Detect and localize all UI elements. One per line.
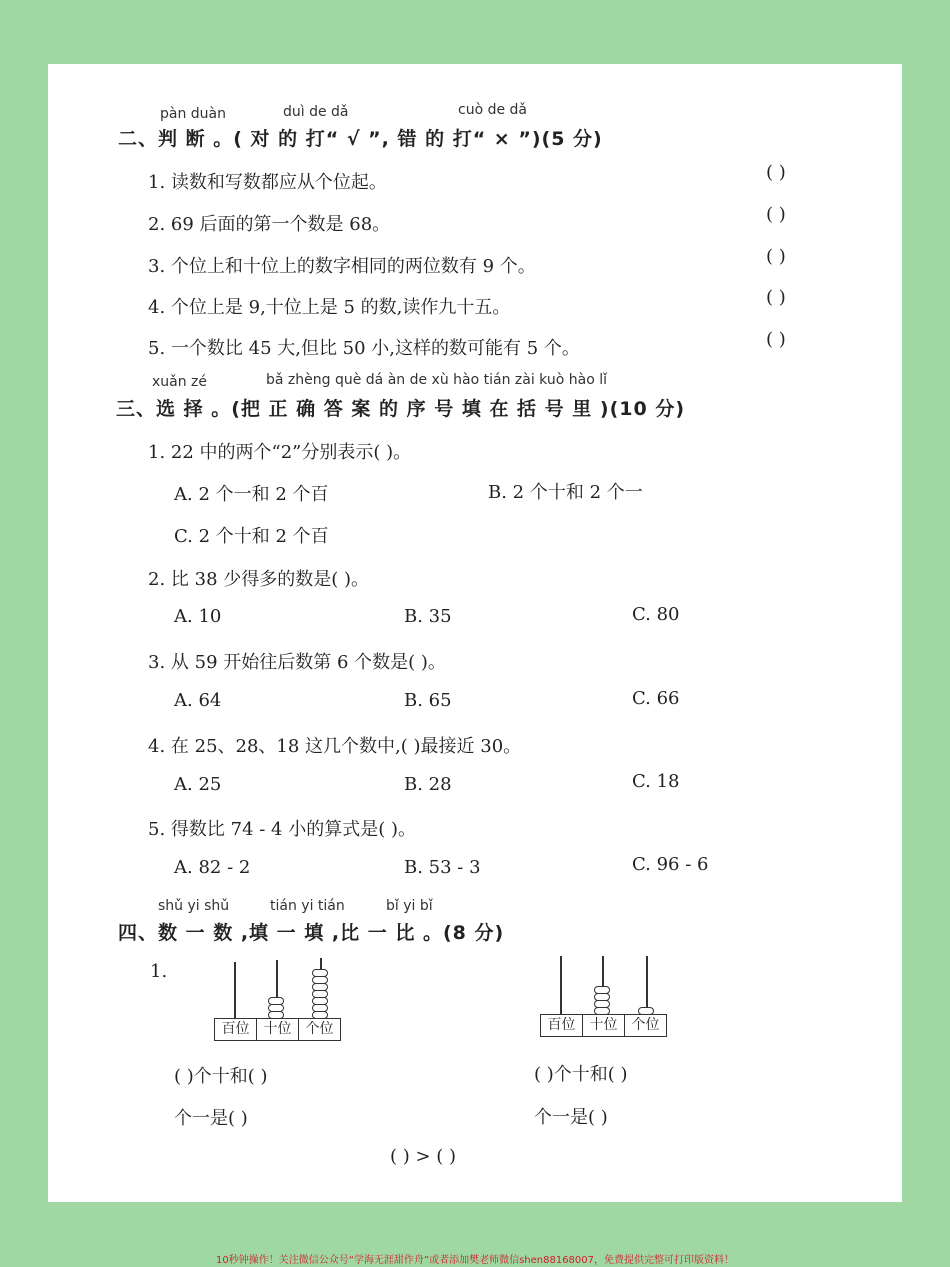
answer-paren-5[interactable]: ( ) bbox=[766, 329, 786, 350]
label-hundreds: 百位 bbox=[215, 1019, 257, 1040]
abacus-left bbox=[214, 958, 344, 1042]
rod-ones bbox=[646, 956, 648, 1014]
label-ones: 个位 bbox=[631, 1017, 660, 1033]
answer-paren-3[interactable]: ( ) bbox=[766, 246, 786, 267]
pinyin-dui-de-da: duì de dǎ bbox=[283, 104, 349, 120]
right-fill-line-1[interactable]: ( )个十和( ) bbox=[534, 1064, 628, 1085]
judge-item-1: 1. 读数和写数都应从个位起。 bbox=[148, 172, 387, 193]
answer-paren-4[interactable]: ( ) bbox=[766, 287, 786, 308]
choice-q4-b[interactable]: B. 28 bbox=[404, 774, 452, 795]
label-tens: 十位 bbox=[257, 1019, 299, 1040]
section-2-title: 二、判 断 。( 对 的 打“ √ ”, 错 的 打“ × ”)(5 分) bbox=[118, 128, 603, 150]
answer-paren-2[interactable]: ( ) bbox=[766, 204, 786, 225]
left-fill-line-1[interactable]: ( )个十和( ) bbox=[174, 1066, 268, 1087]
choice-q2-a[interactable]: A. 10 bbox=[174, 606, 222, 627]
choice-q5-b[interactable]: B. 53 - 3 bbox=[404, 857, 481, 878]
choice-q1-a[interactable]: A. 2 个一和 2 个百 bbox=[174, 484, 329, 505]
abacus-right bbox=[540, 956, 670, 1040]
right-fill-line-2[interactable]: 个一是( ) bbox=[534, 1107, 608, 1128]
choice-q3-b[interactable]: B. 65 bbox=[404, 690, 452, 711]
section-3-title: 三、选 择 。(把 正 确 答 案 的 序 号 填 在 括 号 里 )(10 分) bbox=[116, 398, 686, 420]
section-4-title: 四、数 一 数 ,填 一 填 ,比 一 比 。(8 分) bbox=[118, 922, 505, 944]
choice-q5-stem: 5. 得数比 74 - 4 小的算式是( )。 bbox=[148, 819, 416, 840]
choice-q4-a[interactable]: A. 25 bbox=[174, 774, 222, 795]
choice-q3-stem: 3. 从 59 开始往后数第 6 个数是( )。 bbox=[148, 652, 446, 673]
judge-item-3: 3. 个位上和十位上的数字相同的两位数有 9 个。 bbox=[148, 256, 536, 277]
label-tens: 十位 bbox=[583, 1015, 625, 1036]
choice-q3-c[interactable]: C. 66 bbox=[632, 688, 680, 709]
worksheet-page bbox=[48, 64, 902, 1202]
pinyin-cuo-de-da: cuò de dǎ bbox=[458, 102, 528, 118]
choice-q1-c[interactable]: C. 2 个十和 2 个百 bbox=[174, 526, 329, 547]
answer-paren-1[interactable]: ( ) bbox=[766, 162, 786, 183]
choice-q2-b[interactable]: B. 35 bbox=[404, 606, 452, 627]
left-fill-line-2[interactable]: 个一是( ) bbox=[174, 1108, 248, 1129]
pinyin-xuan-ze: xuǎn zé bbox=[152, 374, 208, 390]
compare-line[interactable]: ( ) > ( ) bbox=[390, 1146, 457, 1167]
sec4-item-number: 1. bbox=[150, 961, 168, 982]
label-ones: 个位 bbox=[305, 1021, 334, 1037]
choice-q2-c[interactable]: C. 80 bbox=[632, 604, 680, 625]
choice-q4-c[interactable]: C. 18 bbox=[632, 771, 680, 792]
pinyin-shu-yi-shu: shǔ yi shǔ bbox=[158, 898, 230, 914]
pinyin-instruction: bǎ zhèng què dá àn de xù hào tián zài kuò hào lǐ bbox=[266, 372, 607, 388]
pinyin-pan-duan: pàn duàn bbox=[160, 106, 227, 122]
promo-footer: 10秒钟操作！关注微信公众号“学海无涯甜作舟”或者添加樊老师微信shen88168007，免费提供完整可打印版资料！ bbox=[215, 1255, 735, 1266]
choice-q2-stem: 2. 比 38 少得多的数是( )。 bbox=[148, 569, 370, 590]
choice-q5-a[interactable]: A. 82 - 2 bbox=[174, 857, 251, 878]
rod-hundreds bbox=[234, 962, 236, 1018]
choice-q4-stem: 4. 在 25、28、18 这几个数中,( )最接近 30。 bbox=[148, 736, 522, 757]
choice-q5-c[interactable]: C. 96 - 6 bbox=[632, 854, 709, 875]
judge-item-4: 4. 个位上是 9,十位上是 5 的数,读作九十五。 bbox=[148, 297, 511, 318]
pinyin-tian-yi-tian: tián yi tián bbox=[270, 898, 345, 914]
judge-item-5: 5. 一个数比 45 大,但比 50 小,这样的数可能有 5 个。 bbox=[148, 338, 580, 359]
rod-hundreds bbox=[560, 956, 562, 1014]
choice-q1-b[interactable]: B. 2 个十和 2 个一 bbox=[488, 482, 643, 503]
judge-item-2: 2. 69 后面的第一个数是 68。 bbox=[148, 214, 391, 235]
place-value-row bbox=[540, 1014, 667, 1037]
choice-q1-stem: 1. 22 中的两个“2”分别表示( )。 bbox=[148, 442, 412, 463]
pinyin-bi-yi-bi: bǐ yi bǐ bbox=[386, 898, 433, 914]
place-value-row bbox=[214, 1018, 341, 1041]
choice-q3-a[interactable]: A. 64 bbox=[174, 690, 222, 711]
label-hundreds: 百位 bbox=[541, 1015, 583, 1036]
